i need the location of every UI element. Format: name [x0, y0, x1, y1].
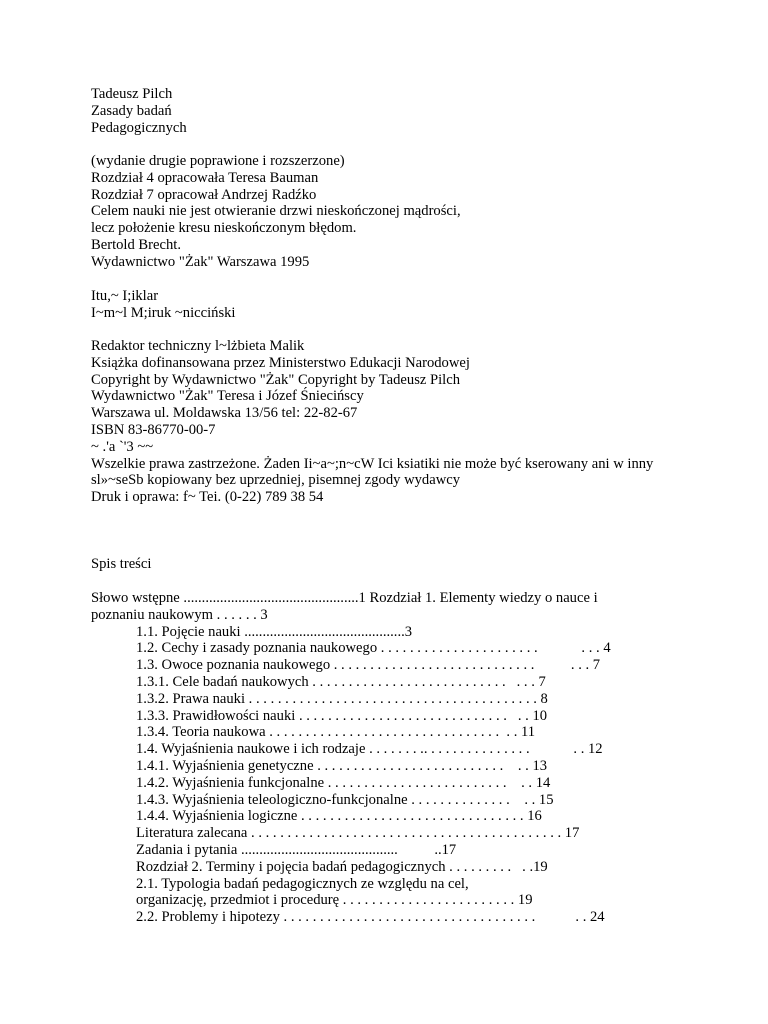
toc-entry: 1.4.1. Wyjaśnienia genetyczne . . . . . . . . . . . . . . . . . . . . . . . . . . . . 13 [136, 757, 548, 774]
technical-editor: Redaktor techniczny l~lżbieta Malik [91, 338, 305, 354]
rights-notice: Wszelkie prawa zastrzeżone. Żaden Ii~a~;n~cW Ici ksiatiki nie może być kserowany ani w inny sl»~seSb kopiowany bez uprzedniej, pisemnej zgody wydawcy [91, 455, 654, 489]
toc-entry: 1.3. Owoce poznania naukowego . . . . . . . . . . . . . . . . . . . . . . . . . . . . . . . 7 [136, 657, 601, 674]
garbled-line-3: ~ .'a `'3 ~~ [91, 438, 154, 455]
garbled-line-2: I~m~l M;iruk ~nicciński [91, 304, 236, 321]
toc-entries [91, 624, 671, 926]
publisher-names: Wydawnictwo "Żak" Teresa i Józef Śniecińscy [91, 388, 364, 405]
toc-heading-block [91, 556, 671, 573]
toc-entry: 2.1. Typologia badań pedagogicznych ze względu na cel, [136, 875, 469, 892]
toc-entry: 1.3.4. Teoria naukowa . . . . . . . . . . . . . . . . . . . . . . . . . . . . . . . . . . 11 [136, 724, 536, 741]
garbled-line-1: Itu,~ I;iklar [91, 288, 159, 304]
book-title-line-1: Zasady badań [91, 102, 172, 119]
toc-entry: organizację, przedmiot i procedurę . . . . . . . . . . . . . . . . . . . . . . . . 19 [136, 892, 533, 909]
toc-entry: Literatura zalecana . . . . . . . . . . . . . . . . . . . . . . . . . . . . . . . . . . . . . . . . . . . 17 [136, 825, 580, 842]
edition-note: (wydanie drugie poprawione i rozszerzone) [91, 153, 345, 169]
edition-block [91, 153, 671, 271]
print-line: Druk i oprawa: f~ Tei. (0-22) 789 38 54 [91, 489, 324, 506]
motto-author: Bertold Brecht. [91, 236, 181, 253]
copyright-line: Copyright by Wydawnictwo "Żak" Copyright by Tadeusz Pilch [91, 371, 461, 388]
motto-line-2: lecz położenie kresu nieskończonym błędom. [91, 220, 357, 237]
toc-entry: 1.2. Cechy i zasady poznania naukowego . . . . . . . . . . . . . . . . . . . . . . . . . 4 [136, 640, 611, 657]
chapter-7-credit: Rozdział 7 opracował Andrzej Radźko [91, 186, 317, 203]
table-of-contents [91, 590, 671, 926]
toc-entry: 1.1. Pojęcie nauki ............................................3 [136, 623, 413, 640]
toc-entry: 2.2. Problemy i hipotezy . . . . . . . . . . . . . . . . . . . . . . . . . . . . . . . . . . . . . 24 [136, 909, 605, 926]
publisher-address: Warszawa ul. Moldawska 13/56 tel: 22-82-67 [91, 405, 358, 422]
toc-entry: Rozdział 2. Terminy i pojęcia badań pedagogicznych . . . . . . . . . . .19 [136, 858, 548, 875]
imprint-block [91, 338, 671, 506]
toc-intro: Słowo wstępne ................................................1 Rozdział 1. Elementy wiedzy o nauce i poznaniu naukowym . . . . . . 3 [91, 590, 598, 623]
book-title-line-2: Pedagogicznych [91, 119, 187, 136]
garbled-block [91, 288, 671, 322]
toc-entry: 1.3.2. Prawa nauki . . . . . . . . . . . . . . . . . . . . . . . . . . . . . . . . . . . . . . . . 8 [136, 690, 548, 707]
toc-heading: Spis treści [91, 556, 152, 572]
toc-entry: 1.4.3. Wyjaśnienia teleologiczno-funkcjonalne . . . . . . . . . . . . . . . . 15 [136, 791, 554, 808]
toc-entry: 1.4.2. Wyjaśnienia funkcjonalne . . . . . . . . . . . . . . . . . . . . . . . . . . . 14 [136, 774, 551, 791]
funding-note: Książka dofinansowana przez Ministerstwo Edukacji Narodowej [91, 354, 470, 371]
author-name: Tadeusz Pilch [91, 86, 173, 102]
toc-entry: 1.3.3. Prawidłowości nauki . . . . . . . . . . . . . . . . . . . . . . . . . . . . . . . 10 [136, 707, 548, 724]
toc-entry: 1.4. Wyjaśnienia naukowe i ich rodzaje . . . . . . . .. . . . . . . . . . . . . . . . . 12 [136, 741, 603, 758]
toc-entry: Zadania i pytania ........................................... ..17 [136, 841, 457, 858]
motto-line-1: Celem nauki nie jest otwieranie drzwi nieskończonej mądrości, [91, 203, 461, 220]
isbn-line: ISBN 83-86770-00-7 [91, 421, 216, 438]
toc-entry: 1.3.1. Cele badań naukowych . . . . . . . . . . . . . . . . . . . . . . . . . . . . . . 7 [136, 673, 546, 690]
toc-entry: 1.4.4. Wyjaśnienia logiczne . . . . . . . . . . . . . . . . . . . . . . . . . . . . . . . 16 [136, 808, 542, 825]
title-block [91, 86, 671, 136]
chapter-4-credit: Rozdział 4 opracowała Teresa Bauman [91, 169, 319, 186]
publisher-line: Wydawnictwo "Żak" Warszawa 1995 [91, 253, 310, 270]
